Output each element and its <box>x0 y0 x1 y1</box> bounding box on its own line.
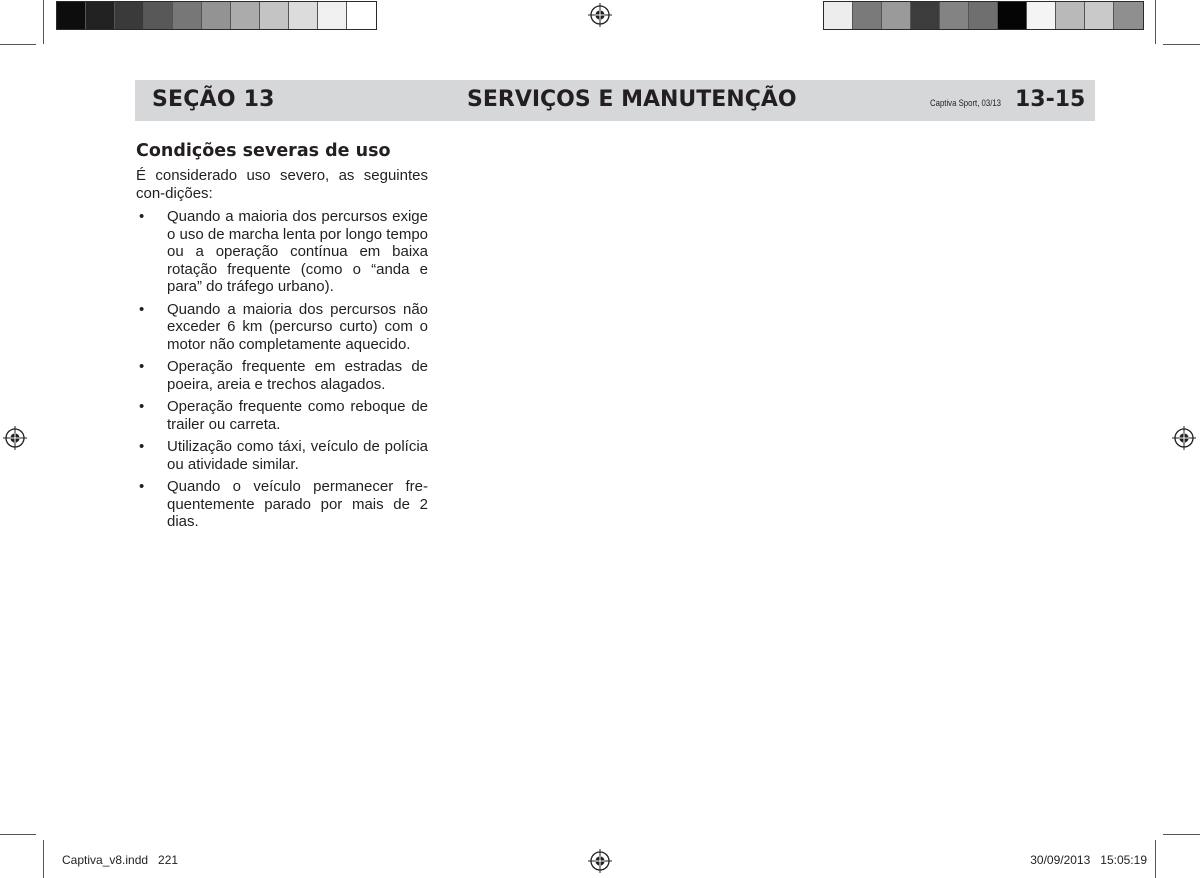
bullet-list <box>136 208 428 531</box>
intro-paragraph: É considerado uso severo, as seguintes con-dições: <box>136 167 428 202</box>
file-slug: Captiva_v8.indd 221 <box>62 853 179 867</box>
list-item: • Operação frequente em estradas de poeira, areia e trechos alagados. <box>136 358 428 393</box>
list-item: • Quando o veículo permanecer fre-quentemente parado por mais de 2 dias. <box>136 478 428 531</box>
list-item: • Quando a maioria dos percursos exige o uso de marcha lenta por longo tempo ou a operação contínua em baixa rotação frequente (como o “anda e para” do tráfego urbano). <box>136 208 428 296</box>
crop-mark <box>1163 834 1200 835</box>
color-swatch <box>115 2 144 29</box>
crop-mark <box>43 840 44 878</box>
color-swatch <box>86 2 115 29</box>
color-swatch <box>260 2 289 29</box>
crop-mark <box>1155 0 1156 44</box>
list-item: • Operação frequente como reboque de trailer ou carreta. <box>136 398 428 433</box>
crop-mark <box>43 0 44 44</box>
list-item: • Quando a maioria dos percursos não exceder 6 km (percurso curto) com o motor não completamente aquecido. <box>136 301 428 354</box>
color-swatch <box>1027 2 1056 29</box>
chapter-title: SERVIÇOS E MANUTENÇÃO <box>467 87 797 112</box>
color-swatch <box>940 2 969 29</box>
color-swatch <box>202 2 231 29</box>
color-swatch <box>882 2 911 29</box>
section-header-bar <box>135 80 1095 121</box>
color-swatch <box>173 2 202 29</box>
color-swatch <box>998 2 1027 29</box>
color-swatch <box>824 2 853 29</box>
color-swatch <box>231 2 260 29</box>
registration-target-icon <box>3 426 27 450</box>
color-swatch <box>347 2 376 29</box>
color-bar-left <box>56 1 377 30</box>
page-number: 13-15 <box>1015 87 1086 112</box>
color-swatch <box>911 2 940 29</box>
crop-mark <box>0 44 36 45</box>
color-swatch <box>969 2 998 29</box>
list-item: • Utilização como táxi, veículo de polícia ou atividade similar. <box>136 438 428 473</box>
registration-target-icon <box>588 849 612 873</box>
crop-mark <box>0 834 36 835</box>
color-swatch <box>289 2 318 29</box>
content-column <box>136 140 428 536</box>
crop-mark <box>1155 840 1156 878</box>
color-swatch <box>1056 2 1085 29</box>
crop-mark <box>1163 44 1200 45</box>
color-swatch <box>144 2 173 29</box>
color-swatch <box>57 2 86 29</box>
edition-label: Captiva Sport, 03/13 <box>930 98 1002 109</box>
color-swatch <box>1114 2 1143 29</box>
print-timestamp: 30/09/2013 15:05:19 <box>1030 853 1147 867</box>
registration-target-icon <box>588 3 612 27</box>
section-label: SEÇÃO 13 <box>152 87 275 112</box>
color-swatch <box>1085 2 1114 29</box>
color-swatch <box>318 2 347 29</box>
content-heading: Condições severas de uso <box>136 141 391 161</box>
color-swatch <box>853 2 882 29</box>
registration-target-icon <box>1172 426 1196 450</box>
color-bar-right <box>823 1 1144 30</box>
